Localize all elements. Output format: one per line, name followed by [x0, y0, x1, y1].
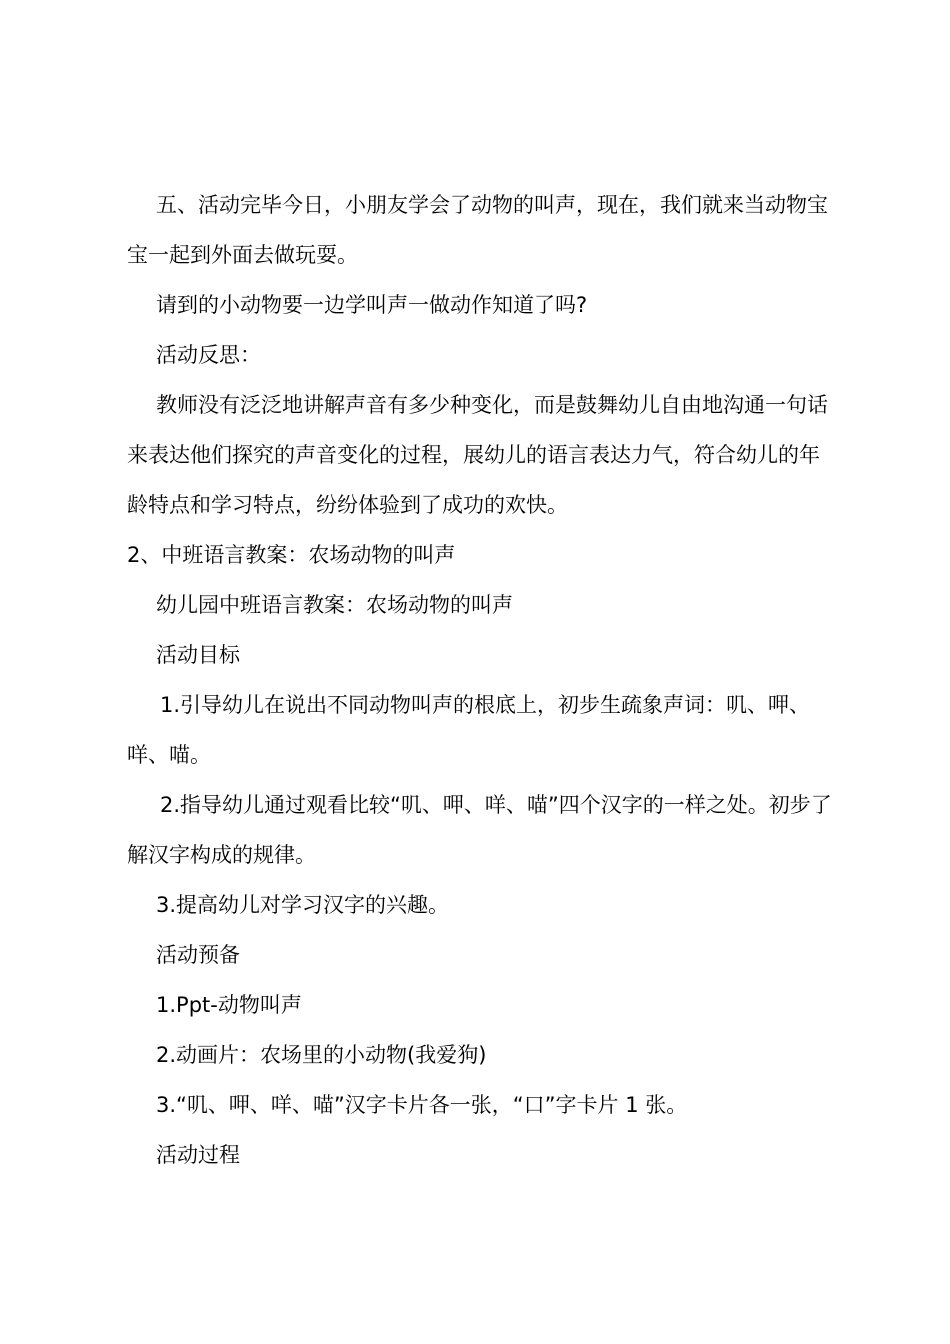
heading-activity-preparation: 活动预备 [156, 943, 240, 967]
goal-item-1: 1.引导幼儿在说出不同动物叫声的根底上，初步生疏象声词：叽、呷、咩、喵。 [127, 693, 811, 767]
section-title: 2、中班语言教案：农场动物的叫声 [127, 543, 456, 567]
paragraph-animal-instruction: 请到的小动物要一边学叫声一做动作知道了吗? [156, 293, 588, 317]
preparation-item-1: 1.Ppt-动物叫声 [156, 993, 302, 1017]
goal-item-2: 2.指导幼儿通过观看比较“叽、呷、咩、喵”四个汉字的一样之处。初步了解汉字构成的规律。 [127, 793, 832, 867]
paragraph-activity-end: 五、活动完毕今日，小朋友学会了动物的叫声，现在，我们就来当动物宝宝一起到外面去做玩耍。 [127, 193, 828, 267]
preparation-item-3: 3.“叽、呷、咩、喵”汉字卡片各一张，“口”字卡片 1 张。 [156, 1093, 688, 1117]
paragraph-reflection: 教师没有泛泛地讲解声音有多少种变化，而是鼓舞幼儿自由地沟通一句话来表达他们探究的声音变化的过程，展幼儿的语言表达力气，符合幼儿的年龄特点和学习特点，纷纷体验到了成功的欢快。 [127, 393, 828, 517]
goal-item-3: 3.提高幼儿对学习汉字的兴趣。 [156, 893, 450, 917]
document-body [127, 180, 837, 1180]
lesson-title: 幼儿园中班语言教案：农场动物的叫声 [156, 593, 513, 617]
heading-activity-goals: 活动目标 [156, 643, 240, 667]
heading-activity-process: 活动过程 [156, 1143, 240, 1167]
preparation-item-2: 2.动画片：农场里的小动物(我爱狗) [156, 1043, 487, 1067]
heading-activity-reflection: 活动反思： [156, 343, 261, 367]
